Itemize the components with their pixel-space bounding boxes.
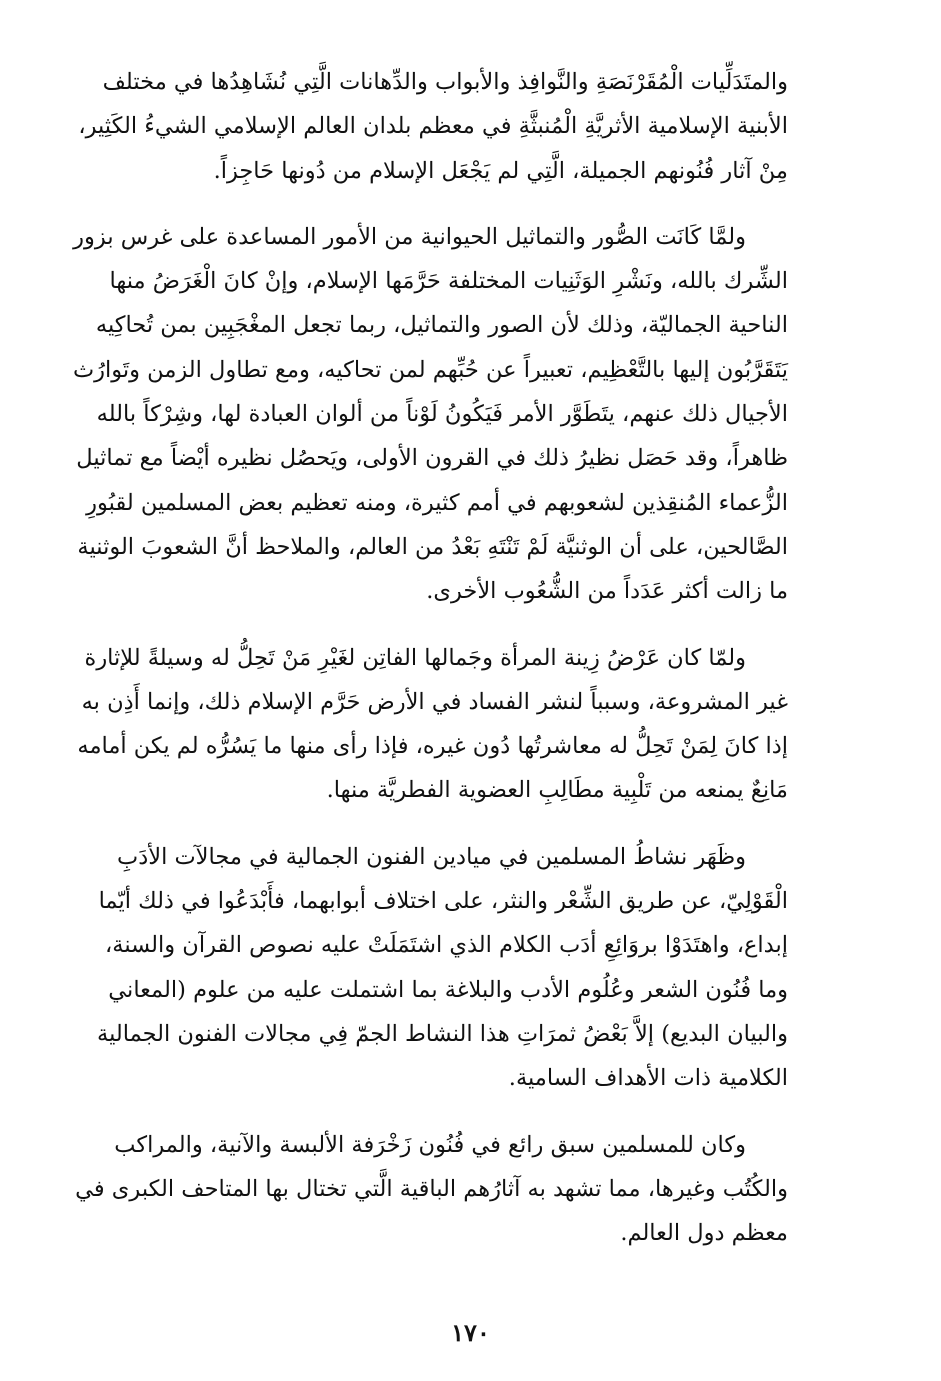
text-line: الصَّالحين، على أن الوثنيَّة لَمْ تَنْتَهِ بَعْدُ من العالم، والملاحظ أنَّ الشعوبَ الوثنية xyxy=(77,533,788,560)
paragraph-2 xyxy=(72,215,788,614)
text-line: الناحية الجماليّة، وذلك لأن الصور والتماثيل، ربما تجعل المغْجَبِين بمن تُحاكِيه xyxy=(95,312,788,339)
paragraph-1 xyxy=(78,60,788,193)
text-line: والمتَدَلِّيات الْمُقَرْنَصَةِ والنَّوافِذ والأبواب والدِّهانات الَّتِي نُشَاهِدُها في مختلف xyxy=(102,69,788,95)
text-line: والكُتُب وغيرها، مما تشهد به آثارُهم الباقية الَّتي تختال بها المتاحف الكبرى في xyxy=(75,1175,788,1202)
text-line: مِنْ آثار فُنُونهم الجميلة، الَّتِي لم يَجْعَل الإسلام من دُونها حَاجِزاً. xyxy=(213,157,788,184)
paragraph-5 xyxy=(75,1123,788,1256)
text-line: غير المشروعة، وسبباً لنشر الفساد في الأرض حَرَّم الإسلام ذلك، وإنما أَذِن به xyxy=(81,688,788,715)
text-line: الْقَوْلِيّ، عن طريق الشِّعْر والنثر، على اختلاف أبوابهما، فأَبْدَعُوا في ذلك أيّما xyxy=(98,888,788,915)
text-line: مَانِعٌ يمنعه من تَلْبِية مطَالِبِ العضوية الفطريَّة منها. xyxy=(326,777,788,804)
text-line: والبيان البديع) إلاَّ بَعْضُ ثمرَاتِ هذا النشاط الجمّ فِي مجالات الفنون الجمالية xyxy=(97,1020,788,1047)
page-number: ١٧٠ xyxy=(451,1318,490,1347)
text-line: ما زالت أكثر عَدَداً من الشُّعُوب الأخرى. xyxy=(426,578,788,605)
text-line: وظَهَر نشاطُ المسلمين في ميادين الفنون الجمالية في مجالآت الأدَبِ xyxy=(117,843,746,870)
text-line: الشِّرك بالله، ونَشْرِ الوَثَنِيات المختلفة حَرَّمَها الإسلام، وإنْ كانَ الْغَرَضُ منها xyxy=(109,268,788,295)
text-line: ظاهراً، وقد حَصَل نظيرُ ذلك في القرون الأولى، ويَحصُل نظيره أيْضاً مع تماثيل xyxy=(76,445,788,472)
text-line: ولمّا كان عَرْضُ زِينة المرأة وجَمالها الفاتِن لغَيْرِ مَنْ تَحِلُّ له وسيلةً للإثارة xyxy=(84,644,746,671)
text-line: وكان للمسلمين سبق رائع في فُنُون زَخْرَفة الألبسة والآنية، والمراكب xyxy=(114,1131,746,1158)
text-line: إبداع، واهتَدَوْا بروَائِعِ أدَب الكلام الذي اشتَمَلَتْ عليه نصوص القرآن والسنة، xyxy=(105,932,788,959)
text-line: إذا كانَ لِمَنْ تَحِلُّ له معاشرتُها دُون غيره، فإذا رأى منها ما يَسُرُّه لم يكن أمامه xyxy=(77,733,788,760)
text-line: ولمَّا كَانَت الصُّور والتماثيل الحيوانية من الأمور المساعدة على غرس بزور xyxy=(73,223,746,250)
text-line: الأبنية الإسلامية الأثريَّةِ الْمُنبثَّةِ في معظم بلدان العالم الإسلامي الشيءُ الكَثِير، xyxy=(78,113,788,140)
text-line: الكلامية ذات الأهداف السامية. xyxy=(508,1065,788,1092)
paragraph-3 xyxy=(77,636,788,813)
text-line: الزُّعماء المُنقِذين لشعوبهم في أمم كثيرة، ومنه تعظيم بعض المسلمين لقبُورِ xyxy=(86,489,788,516)
body-text xyxy=(72,60,788,1277)
text-line: معظم دول العالم. xyxy=(620,1220,788,1247)
paragraph-4 xyxy=(97,835,788,1101)
text-line: الأجيال ذلك عنهم، يتَطَوَّر الأمر فَيَكُونُ لَوْناً من ألوان العبادة لها، وشِرْكاً بالله xyxy=(96,401,788,428)
text-line: يَتَقَرَّبُون إليها بالتَّعْظِيم، تعبيراً عن حُبِّهم لمن تحاكيه، ومع تطاول الزمن وتَوارُث xyxy=(72,356,788,383)
text-line: وما فُنُون الشعر وعُلُوم الأدب والبلاغة بما اشتملت عليه من علوم (المعاني xyxy=(108,976,788,1003)
